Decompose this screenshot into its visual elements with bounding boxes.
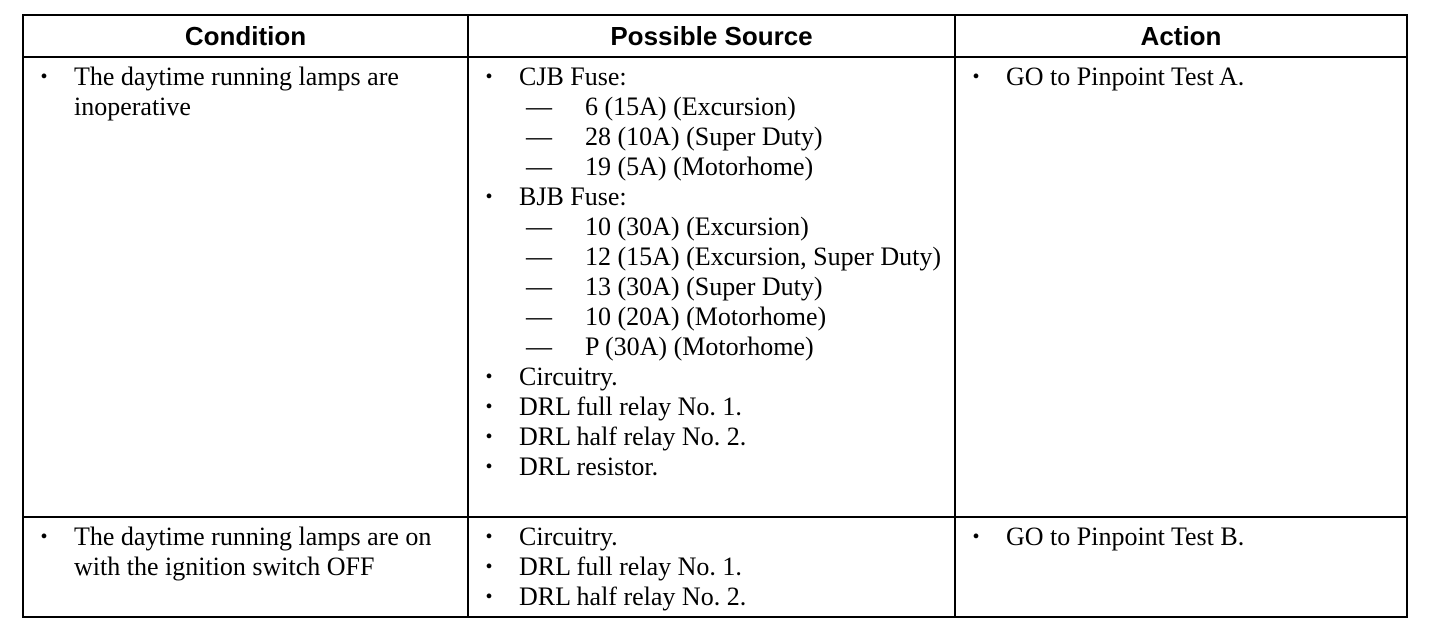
condition-header: Condition: [23, 15, 468, 57]
source-subitem-text: P (30A) (Motorhome): [585, 332, 814, 361]
dash-icon: —: [526, 212, 552, 241]
source-text: DRL resistor.: [519, 452, 659, 481]
source-item: [469, 522, 954, 552]
dash-icon: —: [526, 272, 552, 301]
source-subitem: [469, 212, 954, 242]
source-text: DRL full relay No. 1.: [519, 552, 742, 581]
source-item: [469, 182, 954, 212]
action-text: GO to Pinpoint Test A.: [1006, 62, 1245, 91]
possible-source-cell: [468, 517, 955, 617]
action-cell: [955, 517, 1407, 617]
condition-item: [24, 62, 467, 122]
action-header: Action: [955, 15, 1407, 57]
source-subitem-text: 10 (20A) (Motorhome): [585, 302, 827, 331]
source-text: BJB Fuse:: [519, 182, 627, 211]
bullet-icon: •: [485, 66, 493, 88]
source-text: Circuitry.: [519, 362, 618, 391]
condition-cell: [23, 57, 468, 517]
dash-icon: —: [526, 92, 552, 121]
source-text: DRL full relay No. 1.: [519, 392, 742, 421]
source-subitem-text: 19 (5A) (Motorhome): [585, 152, 814, 181]
source-text: DRL half relay No. 2.: [519, 422, 747, 451]
bullet-icon: •: [485, 556, 493, 578]
bullet-icon: •: [485, 186, 493, 208]
dash-icon: —: [526, 302, 552, 331]
dash-icon: —: [526, 122, 552, 151]
bullet-icon: •: [972, 526, 980, 548]
source-subitem: [469, 302, 954, 332]
source-text: Circuitry.: [519, 522, 618, 551]
table-row: [23, 57, 1407, 517]
condition-text: The daytime running lamps are inoperative: [74, 62, 399, 121]
bullet-icon: •: [40, 66, 48, 88]
condition-cell: [23, 517, 468, 617]
source-subitem: [469, 242, 954, 272]
condition-item: [24, 522, 467, 582]
source-subitem-text: 12 (15A) (Excursion, Super Duty): [585, 242, 941, 271]
source-subitem-text: 10 (30A) (Excursion): [585, 212, 809, 241]
source-item: [469, 362, 954, 392]
action-cell: [955, 57, 1407, 517]
source-item: [469, 422, 954, 452]
source-subitem-text: 28 (10A) (Super Duty): [585, 122, 823, 151]
possible-source-header: Possible Source: [468, 15, 955, 57]
bullet-icon: •: [485, 456, 493, 478]
action-text: GO to Pinpoint Test B.: [1006, 522, 1245, 551]
bullet-icon: •: [972, 66, 980, 88]
source-item: [469, 582, 954, 612]
table-row: [23, 517, 1407, 617]
bullet-icon: •: [485, 366, 493, 388]
header-row: [23, 15, 1407, 57]
dash-icon: —: [526, 152, 552, 181]
action-item: [956, 62, 1406, 92]
dash-icon: —: [526, 332, 552, 361]
source-subitem-text: 13 (30A) (Super Duty): [585, 272, 823, 301]
action-item: [956, 522, 1406, 552]
source-item: [469, 452, 954, 482]
bullet-icon: •: [485, 426, 493, 448]
source-text: CJB Fuse:: [519, 62, 627, 91]
bullet-icon: •: [485, 396, 493, 418]
bullet-icon: •: [485, 586, 493, 608]
bullet-icon: •: [40, 526, 48, 548]
source-item: [469, 552, 954, 582]
source-item: [469, 62, 954, 92]
source-item: [469, 392, 954, 422]
source-text: DRL half relay No. 2.: [519, 582, 747, 611]
source-subitem: [469, 92, 954, 122]
source-subitem: [469, 272, 954, 302]
source-subitem: [469, 152, 954, 182]
possible-source-cell: [468, 57, 955, 517]
condition-text: The daytime running lamps are on with the ignition switch OFF: [74, 522, 432, 581]
bullet-icon: •: [485, 526, 493, 548]
source-subitem: [469, 332, 954, 362]
dash-icon: —: [526, 242, 552, 271]
source-subitem: [469, 122, 954, 152]
symptom-chart-table: [22, 14, 1408, 618]
source-subitem-text: 6 (15A) (Excursion): [585, 92, 796, 121]
